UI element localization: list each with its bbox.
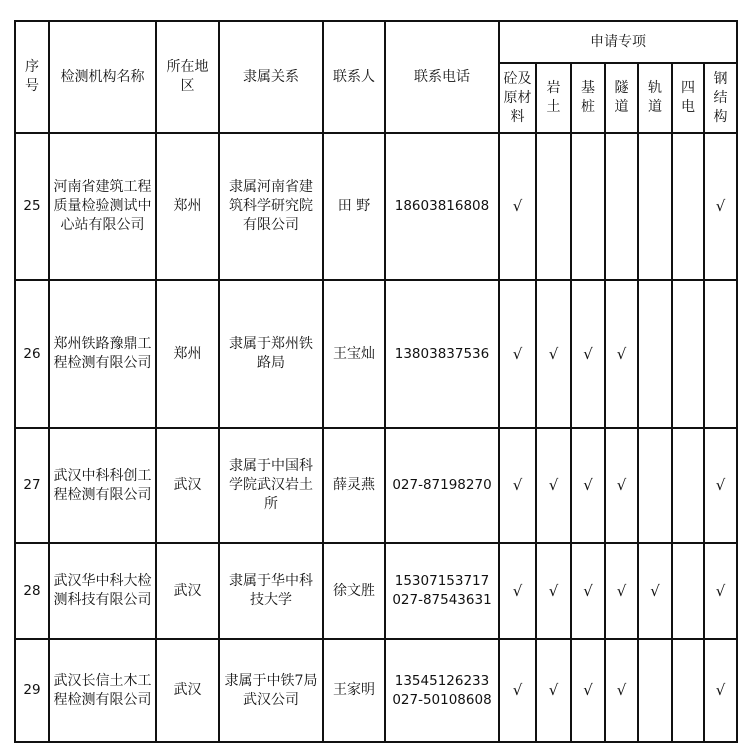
check-mark <box>536 133 571 280</box>
affiliation: 隶属于郑州铁路局 <box>219 280 323 428</box>
header-row-1 <box>15 21 737 63</box>
header-agency-name: 检测机构名称 <box>49 21 156 133</box>
header-affiliation: 隶属关系 <box>219 21 323 133</box>
header-item-track: 轨 道 <box>638 63 672 133</box>
check-mark <box>672 280 704 428</box>
region: 武汉 <box>156 543 219 639</box>
check-mark: √ <box>704 428 737 543</box>
affiliation: 隶属于华中科技大学 <box>219 543 323 639</box>
check-mark: √ <box>571 639 605 742</box>
check-mark: √ <box>499 543 536 639</box>
check-mark: √ <box>571 543 605 639</box>
row-seq: 27 <box>15 428 49 543</box>
check-mark <box>638 428 672 543</box>
check-mark: √ <box>536 428 571 543</box>
region: 郑州 <box>156 280 219 428</box>
check-mark <box>638 133 672 280</box>
check-mark: √ <box>536 280 571 428</box>
table-row <box>15 639 737 742</box>
check-mark: √ <box>571 280 605 428</box>
header-contact: 联系人 <box>323 21 385 133</box>
agency-name: 河南省建筑工程质量检验测试中心站有限公司 <box>49 133 156 280</box>
check-mark <box>605 133 638 280</box>
affiliation: 隶属于中国科学院武汉岩土所 <box>219 428 323 543</box>
table-row <box>15 280 737 428</box>
header-item-four-electric: 四 电 <box>672 63 704 133</box>
row-seq: 28 <box>15 543 49 639</box>
agency-name: 武汉中科科创工程检测有限公司 <box>49 428 156 543</box>
header-phone: 联系电话 <box>385 21 499 133</box>
check-mark: √ <box>536 543 571 639</box>
phone-number: 027-87198270 <box>385 428 499 543</box>
header-item-tunnel: 隧 道 <box>605 63 638 133</box>
header-region: 所在地 区 <box>156 21 219 133</box>
check-mark: √ <box>499 428 536 543</box>
table-row <box>15 133 737 280</box>
row-seq: 26 <box>15 280 49 428</box>
affiliation: 隶属于中铁7局武汉公司 <box>219 639 323 742</box>
check-mark: √ <box>605 428 638 543</box>
check-mark: √ <box>605 280 638 428</box>
check-mark: √ <box>704 133 737 280</box>
check-mark: √ <box>704 543 737 639</box>
phone-number: 18603816808 <box>385 133 499 280</box>
check-mark <box>672 639 704 742</box>
check-mark <box>672 428 704 543</box>
contact-person: 薛灵燕 <box>323 428 385 543</box>
header-seq: 序 号 <box>15 21 49 133</box>
check-mark <box>638 639 672 742</box>
contact-person: 王宝灿 <box>323 280 385 428</box>
agency-name: 武汉长信土木工程检测有限公司 <box>49 639 156 742</box>
region: 郑州 <box>156 133 219 280</box>
phone-number: 15307153717 027-87543631 <box>385 543 499 639</box>
header-item-foundation-piles: 基 桩 <box>571 63 605 133</box>
inspection-agency-table <box>14 20 738 743</box>
check-mark: √ <box>499 280 536 428</box>
check-mark <box>672 543 704 639</box>
row-seq: 29 <box>15 639 49 742</box>
contact-person: 王家明 <box>323 639 385 742</box>
contact-person: 徐文胜 <box>323 543 385 639</box>
header-item-concrete-materials: 砼及 原材 料 <box>499 63 536 133</box>
check-mark <box>638 280 672 428</box>
agency-name: 武汉华中科大检测科技有限公司 <box>49 543 156 639</box>
header-item-geotechnical: 岩 土 <box>536 63 571 133</box>
contact-person: 田 野 <box>323 133 385 280</box>
check-mark: √ <box>536 639 571 742</box>
row-seq: 25 <box>15 133 49 280</box>
check-mark <box>672 133 704 280</box>
header-application-items: 申请专项 <box>499 21 737 63</box>
region: 武汉 <box>156 428 219 543</box>
check-mark: √ <box>605 543 638 639</box>
check-mark: √ <box>499 133 536 280</box>
agency-name: 郑州铁路豫鼎工程检测有限公司 <box>49 280 156 428</box>
check-mark: √ <box>499 639 536 742</box>
check-mark: √ <box>571 428 605 543</box>
check-mark: √ <box>638 543 672 639</box>
region: 武汉 <box>156 639 219 742</box>
table-row <box>15 543 737 639</box>
header-item-steel-structure: 钢 结 构 <box>704 63 737 133</box>
check-mark <box>571 133 605 280</box>
phone-number: 13803837536 <box>385 280 499 428</box>
check-mark: √ <box>704 639 737 742</box>
check-mark <box>704 280 737 428</box>
affiliation: 隶属河南省建筑科学研究院有限公司 <box>219 133 323 280</box>
table-row <box>15 428 737 543</box>
phone-number: 13545126233 027-50108608 <box>385 639 499 742</box>
check-mark: √ <box>605 639 638 742</box>
